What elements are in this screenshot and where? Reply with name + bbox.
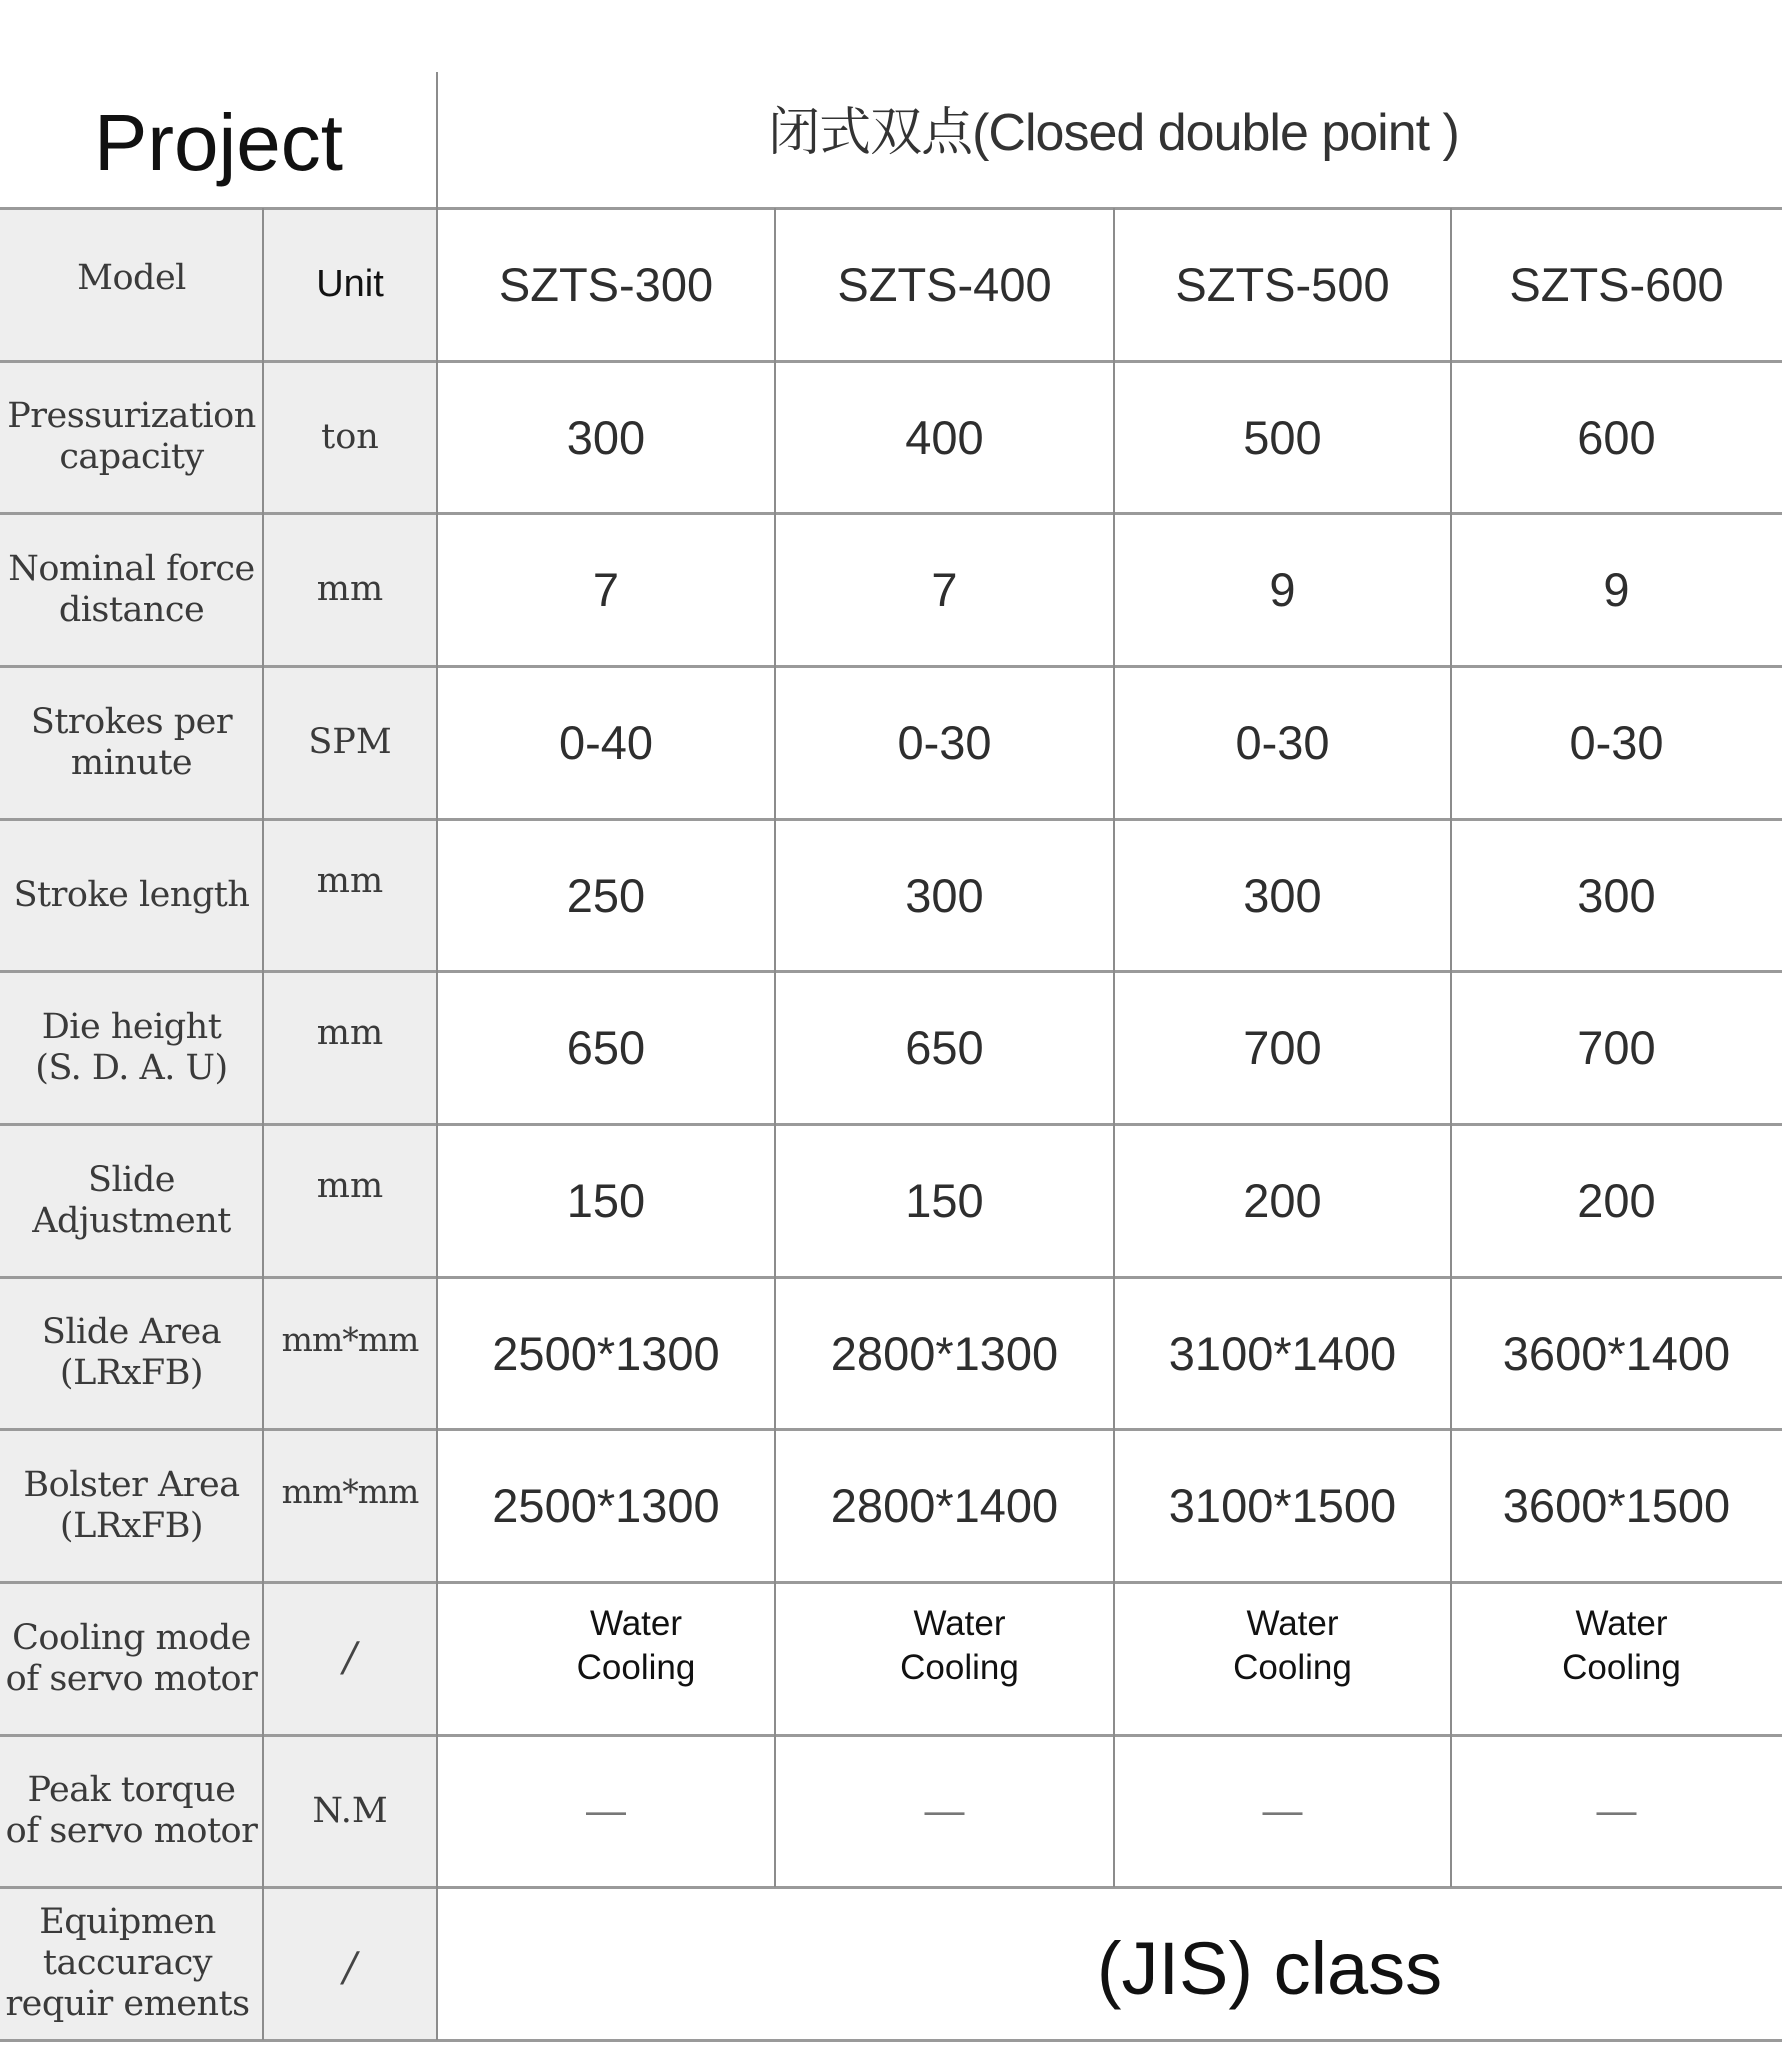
grid-line-horizontal — [0, 1428, 1782, 1431]
spec-value: — — [924, 1788, 965, 1833]
row-unit: SPM — [308, 722, 392, 762]
grid-line-horizontal — [0, 1581, 1782, 1584]
row-label-line: of servo motor — [5, 1811, 258, 1851]
row-unit: mm — [316, 1166, 384, 1206]
row-label — [0, 1124, 263, 1277]
grid-line-horizontal — [0, 1123, 1782, 1126]
row-unit: N.M — [312, 1790, 388, 1831]
table-title: 闭式双点(Closed double point ) — [768, 103, 1459, 162]
spec-value: 0-30 — [1235, 716, 1330, 769]
spec-value: 650 — [905, 1021, 984, 1074]
row-label-line: Pressurization — [7, 396, 256, 436]
spec-value: 300 — [1577, 868, 1656, 922]
row-label-line: Die height — [41, 1006, 222, 1047]
row-label-line: Cooling mode — [12, 1617, 251, 1658]
project-header: Project — [94, 97, 343, 187]
grid-line-vertical — [774, 208, 776, 1887]
spec-value: 9 — [1269, 563, 1296, 616]
spec-value: 3600*1400 — [1502, 1326, 1731, 1380]
cooling-value: Water Cooling — [576, 1603, 696, 1687]
row-label — [0, 1582, 263, 1735]
spec-value: 150 — [905, 1174, 984, 1227]
grid-line-vertical — [1450, 208, 1452, 1887]
spec-value: — — [1262, 1788, 1303, 1833]
spec-value: 2500*1300 — [492, 1479, 720, 1532]
grid-line-horizontal — [0, 207, 1782, 210]
row-unit: / — [343, 1635, 357, 1681]
spec-value: 600 — [1577, 410, 1656, 464]
unit-header: Unit — [316, 263, 384, 305]
row-unit: / — [343, 1945, 357, 1991]
row-label-line: (LRxFB) — [59, 1505, 204, 1546]
spec-value: 7 — [592, 563, 620, 616]
row-label-line: Peak torque — [27, 1770, 236, 1810]
row-unit: mm — [316, 569, 384, 609]
row-label-line: (LRxFB) — [59, 1353, 204, 1393]
spec-value: — — [1596, 1788, 1637, 1833]
row-label — [0, 1887, 263, 2040]
grid-line-horizontal — [0, 2039, 1782, 2042]
spec-value: 200 — [1243, 1174, 1322, 1227]
cooling-value: Water Cooling — [900, 1603, 1019, 1687]
row-unit: mm*mm — [281, 1320, 419, 1359]
row-label — [0, 361, 263, 513]
row-label-line: Equipmen — [39, 1902, 216, 1942]
spec-value: 0-40 — [558, 716, 654, 769]
model-name: SZTS-400 — [837, 258, 1052, 311]
row-label-line: Strokes per — [30, 701, 233, 742]
spec-value: 150 — [566, 1174, 646, 1227]
row-unit: mm*mm — [281, 1472, 419, 1511]
row-label — [0, 1735, 263, 1887]
spec-value: 7 — [931, 563, 958, 616]
spec-value: 300 — [905, 868, 984, 922]
row-label-line: distance — [58, 589, 205, 630]
model-name: SZTS-500 — [1175, 258, 1390, 311]
grid-line-horizontal — [0, 512, 1782, 515]
row-label-line: Bolster Area — [23, 1464, 240, 1505]
spec-value: — — [586, 1788, 626, 1833]
spec-value: 9 — [1603, 563, 1630, 616]
row-label-line: Slide Area — [41, 1312, 222, 1352]
row-label — [0, 666, 263, 819]
spec-value: 200 — [1577, 1174, 1656, 1227]
spec-value: 0-30 — [897, 716, 992, 769]
accuracy-class-value: (JIS) class — [1096, 1927, 1443, 2010]
spec-value: 650 — [566, 1021, 646, 1074]
row-label-line: capacity — [59, 437, 204, 477]
row-label-line: taccuracy — [42, 1943, 213, 1983]
model-name: SZTS-600 — [1509, 258, 1724, 311]
spec-value: 250 — [566, 868, 646, 922]
row-label-line: Stroke length — [13, 874, 250, 915]
row-label — [0, 971, 263, 1124]
row-unit: ton — [321, 416, 379, 457]
grid-line-horizontal — [0, 970, 1782, 973]
grid-line-vertical — [436, 72, 438, 2040]
spec-value: 500 — [1243, 410, 1322, 464]
cooling-value: Water Cooling — [1562, 1603, 1681, 1687]
spec-value: 3100*1400 — [1168, 1326, 1397, 1380]
row-label-line: Nominal force — [8, 548, 255, 589]
cooling-value: Water Cooling — [1233, 1603, 1352, 1687]
spec-value: 3100*1500 — [1168, 1479, 1397, 1532]
grid-line-horizontal — [0, 665, 1782, 668]
model-header: Model — [77, 258, 186, 298]
row-unit: mm — [316, 861, 384, 901]
spec-value: 2800*1400 — [830, 1479, 1059, 1532]
spec-value: 300 — [566, 410, 646, 464]
grid-line-vertical — [1113, 208, 1115, 1887]
row-label — [0, 819, 263, 971]
row-label — [0, 1429, 263, 1582]
grid-line-horizontal — [0, 1276, 1782, 1279]
grid-line-horizontal — [0, 360, 1782, 363]
row-label-line: Adjustment — [32, 1200, 231, 1241]
spec-value: 400 — [905, 410, 984, 464]
row-label — [0, 513, 263, 666]
spec-value: 700 — [1243, 1021, 1322, 1074]
row-label — [0, 1277, 263, 1429]
spec-value: 2800*1300 — [830, 1326, 1059, 1380]
spec-value: 3600*1500 — [1502, 1479, 1731, 1532]
row-label-line: minute — [70, 742, 193, 783]
spec-value: 700 — [1577, 1021, 1656, 1074]
spec-value: 2500*1300 — [492, 1326, 720, 1380]
row-label-line: of servo motor — [5, 1658, 258, 1699]
grid-line-vertical — [262, 208, 264, 2040]
spec-value: 0-30 — [1569, 716, 1664, 769]
grid-line-horizontal — [0, 1886, 1782, 1889]
row-label-line: Slide — [88, 1159, 175, 1200]
grid-line-horizontal — [0, 818, 1782, 821]
row-label-line: (S. D. A. U) — [35, 1047, 228, 1088]
row-label-line: requir ements — [5, 1984, 250, 2024]
grid-line-horizontal — [0, 1734, 1782, 1737]
spec-value: 300 — [1243, 868, 1322, 922]
row-unit: mm — [316, 1013, 384, 1053]
model-name: SZTS-300 — [498, 258, 714, 311]
